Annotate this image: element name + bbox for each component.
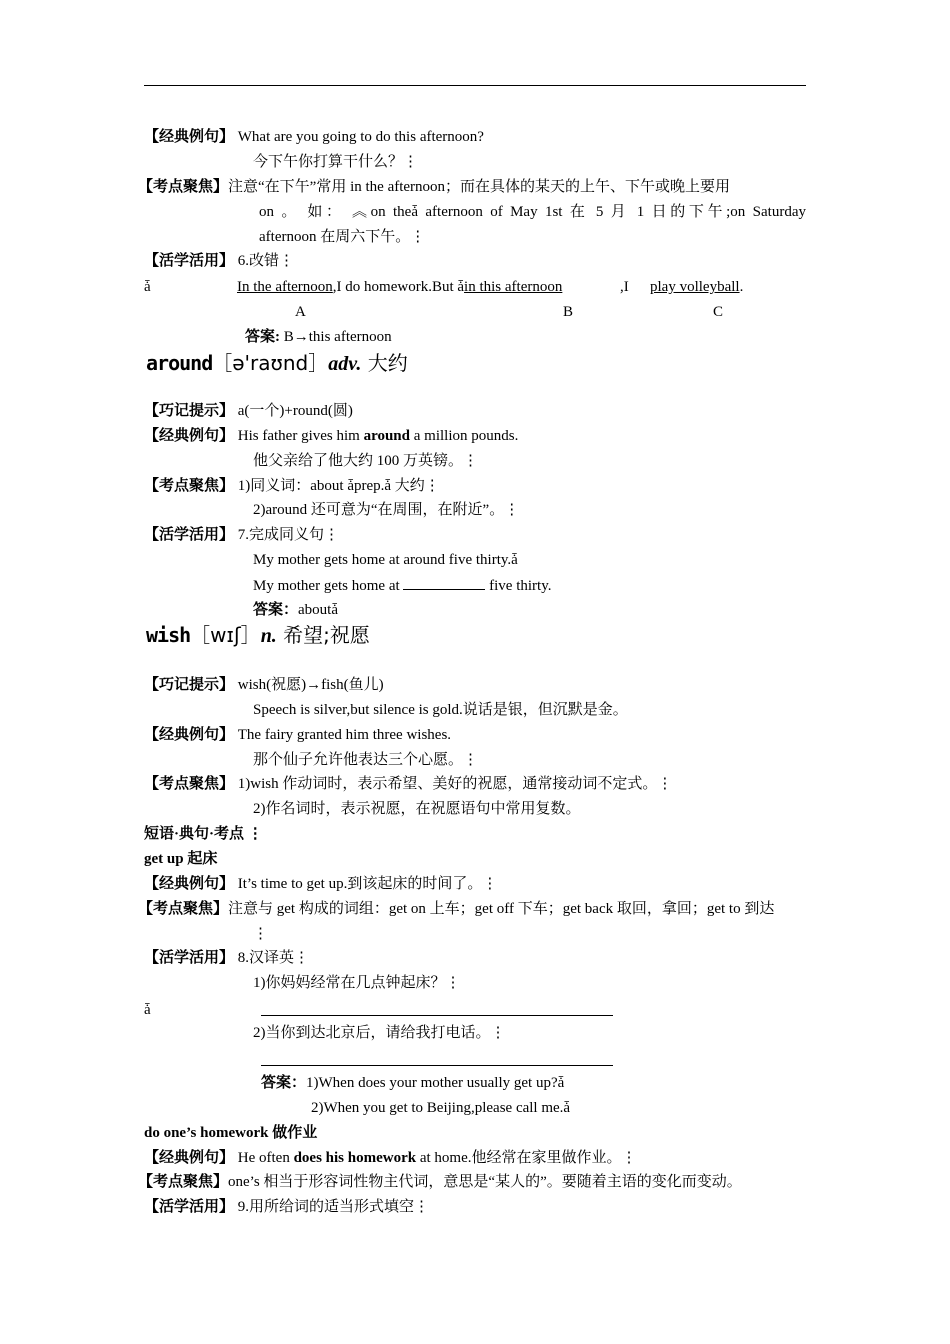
answer-blank-line[interactable]	[261, 1015, 613, 1016]
underlined-phrase-c: play volleyball	[650, 279, 740, 295]
answer-text: 1)When does your mother usually get up?ǡ	[306, 1075, 565, 1091]
section-label: 【考点聚焦】	[144, 776, 235, 792]
section-label: 【活学活用】	[144, 253, 235, 269]
section-label: 【活学活用】	[144, 950, 235, 966]
example-line: 【经典例句】 It’s time to get up.到该起床的时间了。⋮	[144, 876, 498, 892]
focus-text: 注意“在下午”常用 in the afternoon；而在具体的某天的上午、下午或晚上要用	[228, 179, 731, 195]
proverb-line: Speech is silver,but silence is gold.说话是银，但沉默是金。	[253, 702, 628, 718]
translation-text: 今下午你打算干什么？⋮	[253, 154, 419, 170]
example-line: 【经典例句】 His father gives him around a million pounds.	[144, 428, 519, 444]
focus-line-cont: 2)作名词时，表示祝愿，在祝愿语句中常用复数。	[253, 801, 581, 817]
answer-line	[253, 600, 338, 620]
option-label-a: A	[295, 304, 306, 320]
underlined-phrase-b: in this afternoon	[464, 279, 563, 295]
focus-line-cont: ⋮	[253, 926, 268, 942]
headword-wish	[146, 623, 370, 648]
focus-line: 【考点聚焦】 1)wish 作动词时，表示希望、美好的祝愿，通常接动词不定式。⋮	[144, 776, 673, 792]
section-label: 【经典例句】	[144, 1150, 235, 1166]
meaning: 大约	[361, 351, 408, 375]
focus-line: 【考点聚焦】注意与 get 构成的词组：get on 上车；get off 下车；get back 取回，拿回；get to 到达	[138, 901, 775, 917]
translation-line: 他父亲给了他大约 100 万英镑。⋮	[253, 453, 479, 469]
meaning: 希望;祝愿	[276, 623, 370, 647]
focus-line	[138, 177, 730, 197]
header-rule	[144, 85, 806, 86]
section-label: 【经典例句】	[144, 727, 235, 743]
example-line	[144, 127, 484, 147]
phonetic: ［ə'raʊnd］	[212, 351, 329, 375]
mnemonic-line: 【巧记提示】 wish(祝愿)→fish(鱼儿)	[144, 677, 384, 693]
focus-line-cont	[259, 202, 806, 222]
section-label: 【巧记提示】	[144, 403, 235, 419]
practice-question: 1)你妈妈经常在几点钟起床？⋮	[253, 975, 461, 991]
section-label: 【经典例句】	[144, 428, 235, 444]
correction-sentence-c: play volleyball.	[650, 279, 744, 295]
section-label: 【考点聚焦】	[138, 179, 229, 195]
section-label: 【经典例句】	[144, 876, 235, 892]
answer-blank-line[interactable]	[261, 1065, 613, 1066]
margin-mark: ǡ	[144, 279, 151, 295]
example-line: 【经典例句】 The fairy granted him three wishes.	[144, 727, 452, 743]
example-line: 【经典例句】 He often does his homework at home.他经常在家里做作业。⋮	[144, 1150, 637, 1166]
correction-sentence: In the afternoon,I do homework.But ǡin this afternoon	[237, 279, 563, 295]
example-text: What are you going to do this afternoon?	[237, 129, 484, 145]
phrase-heading: do one’s homework 做作业	[144, 1125, 318, 1141]
section-label: 【经典例句】	[144, 129, 235, 145]
answer-text: aboutǡ	[298, 602, 338, 618]
answer-line-cont: 2)When you get to Beijing,please call me.ǡ	[311, 1100, 571, 1116]
translation-line	[253, 152, 418, 172]
practice-sentence-blank: My mother gets home at five thirty.	[253, 575, 551, 596]
practice-text: 6.改错⋮	[237, 253, 295, 269]
answer-text: B→this afternoon	[280, 329, 392, 345]
answer-line	[245, 327, 392, 347]
focus-text: afternoon 在周六下午。⋮	[259, 229, 426, 245]
focus-text: on 。 如： ︽on theǡ afternoon of May 1st 在 5 月 1 日的下午;on Saturday	[259, 204, 806, 220]
part-of-speech: adv.	[328, 353, 362, 375]
answer-label: 答案：	[261, 1075, 307, 1091]
headword-around	[146, 351, 408, 376]
bold-keyword: does his homework	[293, 1150, 417, 1166]
practice-sentence: My mother gets home at around five thirty.ǡ	[253, 552, 518, 568]
headword: wish	[146, 623, 191, 647]
practice-line: 【活学活用】 8.汉译英⋮	[144, 950, 310, 966]
option-label-c: C	[713, 304, 724, 320]
fill-blank[interactable]	[403, 575, 485, 590]
bold-keyword: around	[363, 428, 410, 444]
correction-sentence-end: ,I	[620, 279, 629, 295]
focus-line-cont: 2)around 还可意为“在周围，在附近”。⋮	[253, 502, 520, 518]
focus-line-cont	[259, 227, 425, 247]
mnemonic-line: 【巧记提示】 a(一个)+round(圆)	[144, 403, 353, 419]
part-of-speech: n.	[260, 625, 277, 647]
underlined-phrase-a: In the afternoon	[237, 279, 333, 295]
practice-line: 【活学活用】 7.完成同义句⋮	[144, 527, 340, 543]
section-heading: 短语·典句·考点 ⋮	[144, 826, 263, 842]
headword: around	[146, 351, 213, 375]
practice-question: 2)当你到达北京后，请给我打电话。⋮	[253, 1025, 506, 1041]
section-label: 【活学活用】	[144, 1199, 235, 1215]
section-label: 【考点聚焦】	[138, 1174, 229, 1190]
section-label: 【巧记提示】	[144, 677, 235, 693]
option-label-b: B	[563, 304, 574, 320]
focus-line: 【考点聚焦】 1)同义词：about ǡprep.ǡ 大约⋮	[144, 478, 440, 494]
translation-line: 那个仙子允许他表达三个心愿。⋮	[253, 752, 479, 768]
section-label: 【考点聚焦】	[138, 901, 229, 917]
phonetic: ［wɪʃ］	[190, 623, 261, 647]
phrase-heading: get up 起床	[144, 851, 218, 867]
focus-line: 【考点聚焦】one’s 相当于形容词性物主代词，意思是“某人的”。要随着主语的变化而变动。	[138, 1174, 742, 1190]
answer-line	[261, 1073, 564, 1093]
practice-line	[144, 251, 294, 271]
section-label: 【考点聚焦】	[144, 478, 235, 494]
margin-mark: ǡ	[144, 1002, 151, 1018]
practice-line: 【活学活用】 9.用所给词的适当形式填空⋮	[144, 1199, 430, 1215]
answer-label: 答案:	[245, 329, 280, 345]
answer-label: 答案：	[253, 602, 299, 618]
section-label: 【活学活用】	[144, 527, 235, 543]
